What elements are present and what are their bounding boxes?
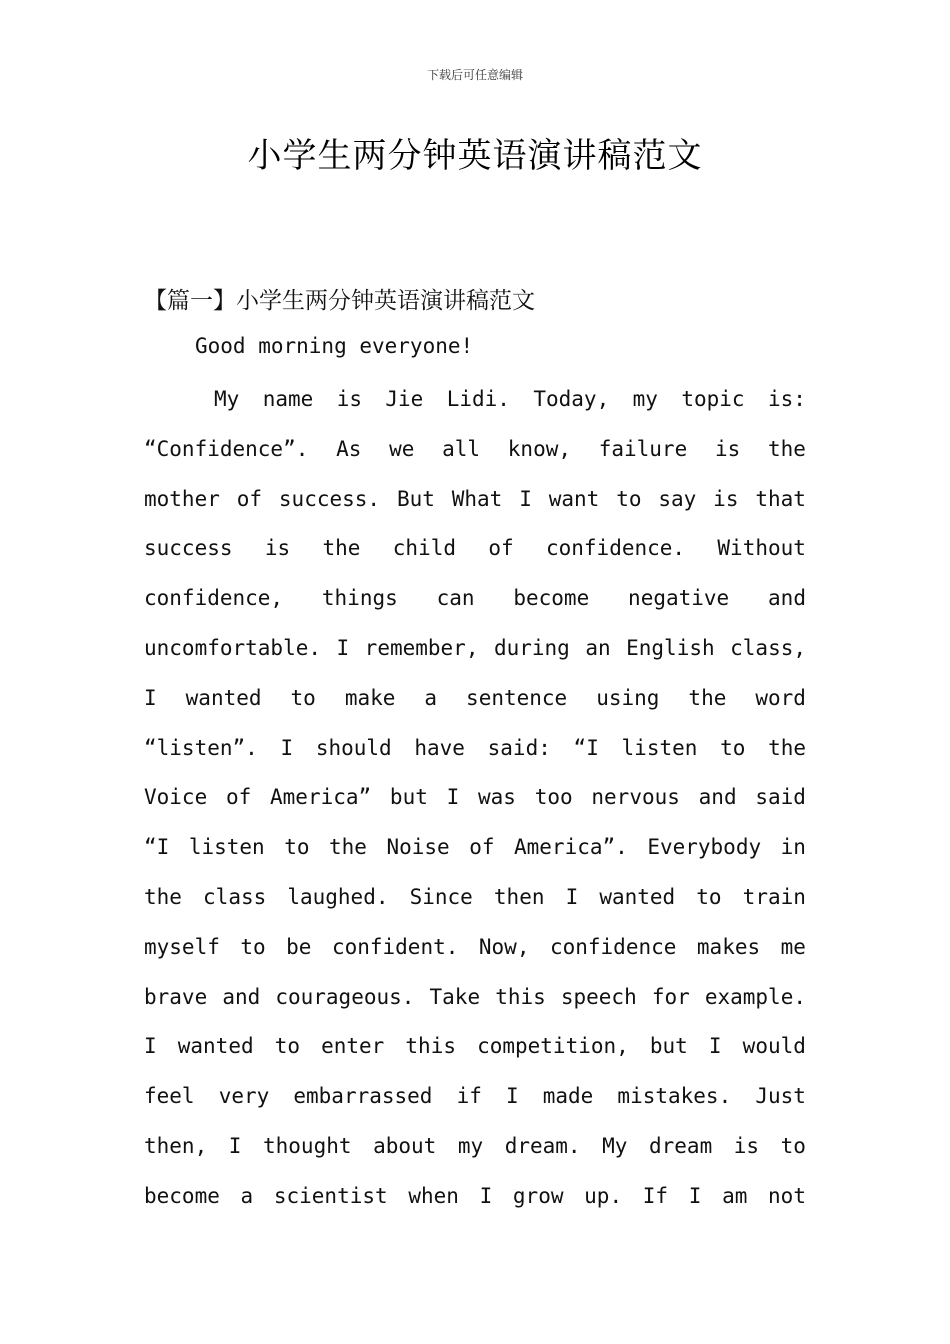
document-title: 小学生两分钟英语演讲稿范文 xyxy=(247,136,703,176)
paragraph-line: success is the child of confidence. Without xyxy=(144,536,806,561)
paragraph-line: Voice of America” but I was too nervous and said xyxy=(144,785,806,810)
paragraph-line: then, I thought about my dream. My dream is to xyxy=(144,1133,806,1158)
paragraph-line: My name is Jie Lidi. Today, my topic is: xyxy=(214,387,806,411)
section-heading: 【篇一】小学生两分钟英语演讲稿范文 xyxy=(144,288,535,314)
paragraph-line: I wanted to make a sentence using the word xyxy=(144,685,806,710)
paragraph-line: “Confidence”. As we all know, failure is the xyxy=(144,436,806,461)
paragraph-line: the class laughed. Since then I wanted to train xyxy=(144,884,806,909)
paragraph-line: “I listen to the Noise of America”. Everybody in xyxy=(144,835,806,860)
paragraph-line: become a scientist when I grow up. If I am not xyxy=(144,1183,806,1208)
paragraph-line: confidence, things can become negative and xyxy=(144,586,806,611)
paragraph-line: mother of success. But What I want to say is that xyxy=(144,486,806,511)
paragraph-line: uncomfortable. I remember, during an English class, xyxy=(144,635,806,660)
paragraph-line: “listen”. I should have said: “I listen to the xyxy=(144,735,806,760)
speech-paragraph xyxy=(144,384,806,1231)
paragraph-line: myself to be confident. Now, confidence makes me xyxy=(144,934,806,959)
paragraph-line: I wanted to enter this competition, but I would xyxy=(144,1034,806,1059)
paragraph-line: feel very embarrassed if I made mistakes. Just xyxy=(144,1084,806,1109)
paragraph-line: brave and courageous. Take this speech for example. xyxy=(144,984,806,1009)
page-header-note: 下载后可任意编辑 xyxy=(426,68,523,82)
greeting-line: Good morning everyone! xyxy=(195,334,474,358)
